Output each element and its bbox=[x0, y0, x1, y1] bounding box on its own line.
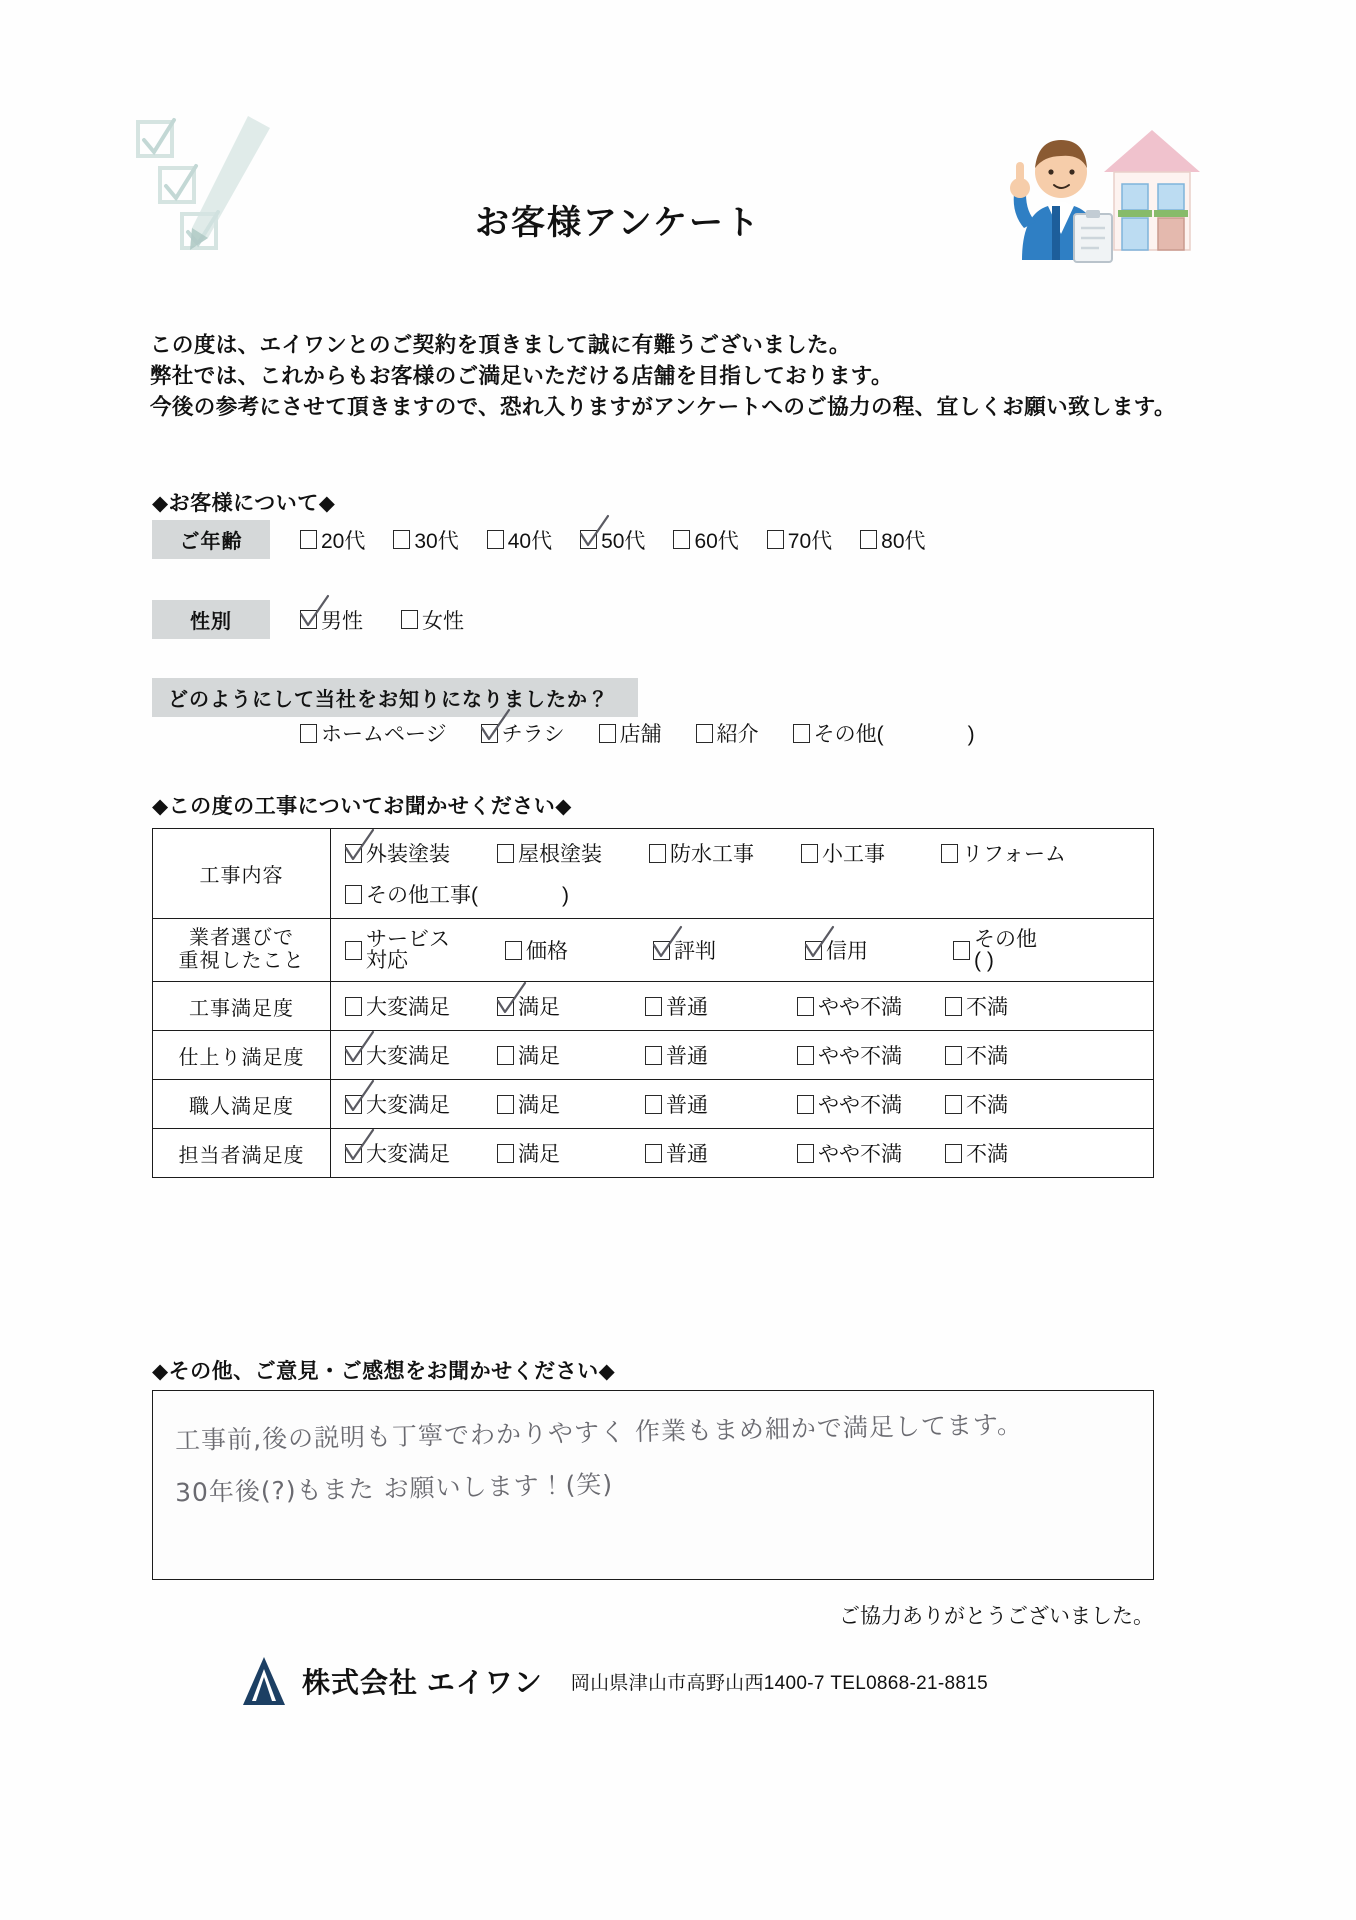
how-known-option-0[interactable] bbox=[300, 718, 447, 748]
checkbox-icon[interactable] bbox=[860, 530, 877, 549]
row4-option-label: 大変満足 bbox=[366, 1094, 450, 1117]
row2-option-label: 普通 bbox=[666, 996, 708, 1019]
how-known-option-label: 店舗 bbox=[619, 723, 662, 746]
table-row bbox=[153, 1129, 1154, 1178]
row2-option-1[interactable] bbox=[497, 991, 645, 1021]
checkbox-checked-icon[interactable] bbox=[497, 997, 514, 1016]
company-address: 岡山県津山市高野山西1400-7 TEL0868-21-8815 bbox=[570, 1672, 988, 1694]
option-line bbox=[345, 838, 1143, 868]
row5-option-1[interactable] bbox=[497, 1138, 645, 1168]
company-name: 株式会社 エイワン bbox=[302, 1667, 543, 1698]
row4-option-4[interactable] bbox=[945, 1089, 1008, 1119]
row3-option-label: 満足 bbox=[518, 1045, 560, 1068]
row2-option-0[interactable] bbox=[345, 991, 497, 1021]
row4-option-label: やや不満 bbox=[818, 1094, 902, 1117]
checkbox-icon[interactable] bbox=[497, 1046, 514, 1065]
option-line bbox=[345, 1138, 1143, 1168]
row4-option-0[interactable] bbox=[345, 1089, 497, 1119]
row3-option-label: やや不満 bbox=[818, 1045, 902, 1068]
row4-option-1[interactable] bbox=[497, 1089, 645, 1119]
how-known-row bbox=[152, 678, 638, 717]
handwritten-comment-line-2: 30年後(?)もまた お願いします！(笑) bbox=[174, 1469, 614, 1508]
row5-option-0[interactable] bbox=[345, 1138, 497, 1168]
work-survey-table bbox=[152, 828, 1154, 1178]
how-known-option-4[interactable] bbox=[793, 718, 975, 748]
how-known-option-2[interactable] bbox=[599, 718, 662, 748]
how-known-label: どのようにして当社をお知りになりましたか？ bbox=[152, 678, 638, 717]
row2-option-3[interactable] bbox=[797, 991, 945, 1021]
row3-option-label: 普通 bbox=[666, 1045, 708, 1068]
row-options-cell bbox=[331, 1080, 1154, 1129]
intro-line-2: 弊社では、これからもお客様のご満足いただける店舗を目指しております。 bbox=[150, 364, 893, 388]
section-heading-other: ◆その他、ご意見・ご感想をお聞かせください◆ bbox=[152, 1360, 616, 1383]
checkbox-checked-icon[interactable] bbox=[345, 1144, 362, 1163]
row3-option-1[interactable] bbox=[497, 1040, 645, 1070]
checkbox-icon[interactable] bbox=[497, 1095, 514, 1114]
checkbox-icon[interactable] bbox=[767, 530, 784, 549]
checkbox-checked-icon[interactable] bbox=[653, 941, 670, 960]
row-header: 職人満足度 bbox=[153, 1080, 331, 1129]
row5-option-4[interactable] bbox=[945, 1138, 1008, 1168]
row2-option-label: 不満 bbox=[966, 996, 1008, 1019]
checkbox-icon[interactable] bbox=[797, 1046, 814, 1065]
row0-option-label: 防水工事 bbox=[670, 843, 754, 866]
checkbox-icon[interactable] bbox=[797, 1144, 814, 1163]
row5-option-label: やや不満 bbox=[818, 1143, 902, 1166]
checkbox-checked-icon[interactable] bbox=[481, 724, 498, 743]
row5-option-2[interactable] bbox=[645, 1138, 797, 1168]
eiwan-logo-icon bbox=[240, 1655, 288, 1707]
checkbox-icon[interactable] bbox=[300, 724, 317, 743]
table-row bbox=[153, 919, 1154, 982]
age-option-label: 80代 bbox=[881, 529, 926, 553]
row1-option-label: 信用 bbox=[826, 940, 868, 963]
age-options bbox=[300, 525, 954, 555]
checkbox-checked-icon[interactable] bbox=[345, 1046, 362, 1065]
checkbox-checked-icon[interactable] bbox=[580, 530, 597, 549]
row5-option-label: 大変満足 bbox=[366, 1143, 450, 1166]
page-title: お客様アンケート bbox=[475, 204, 761, 242]
row0-b-option-0[interactable] bbox=[345, 879, 569, 909]
table-row bbox=[153, 1031, 1154, 1080]
option-line bbox=[345, 1040, 1143, 1070]
row-options-cell bbox=[331, 1031, 1154, 1080]
row1-option-label: サービス 対応 bbox=[366, 928, 450, 972]
row1-option-2[interactable] bbox=[653, 935, 805, 965]
row2-option-label: やや不満 bbox=[818, 996, 902, 1019]
thanks-text: ご協力ありがとうございました。 bbox=[839, 1605, 1154, 1628]
row-header: 仕上り満足度 bbox=[153, 1031, 331, 1080]
handwritten-comment-line-1: 工事前,後の説明も丁寧でわかりやすく 作業もまめ細かで満足してます。 bbox=[174, 1409, 1024, 1456]
row1-option-0[interactable] bbox=[345, 929, 505, 971]
row-options-cell bbox=[331, 982, 1154, 1031]
age-option-3[interactable] bbox=[580, 525, 645, 555]
age-option-label: 30代 bbox=[414, 529, 459, 553]
row5-option-label: 満足 bbox=[518, 1143, 560, 1166]
checkbox-icon[interactable] bbox=[599, 724, 616, 743]
free-comment-box[interactable] bbox=[152, 1390, 1154, 1580]
checkbox-icon[interactable] bbox=[801, 844, 818, 863]
checkbox-icon[interactable] bbox=[401, 610, 418, 629]
how-known-option-label: ホームページ bbox=[321, 723, 447, 746]
row4-option-label: 満足 bbox=[518, 1094, 560, 1117]
table-row bbox=[153, 1080, 1154, 1129]
checkbox-icon[interactable] bbox=[945, 1046, 962, 1065]
checkbox-icon[interactable] bbox=[345, 997, 362, 1016]
gender-option-label: 女性 bbox=[422, 609, 464, 633]
row1-option-label: 評判 bbox=[674, 940, 716, 963]
age-option-label: 70代 bbox=[787, 529, 833, 553]
checkbox-icon[interactable] bbox=[793, 724, 810, 743]
gender-options bbox=[300, 605, 502, 635]
row2-option-label: 満足 bbox=[518, 996, 560, 1019]
age-option-label: 20代 bbox=[321, 529, 366, 553]
row3-option-4[interactable] bbox=[945, 1040, 1008, 1070]
row0-option-2[interactable] bbox=[649, 838, 801, 868]
how-known-options bbox=[300, 718, 1009, 748]
age-option-0[interactable] bbox=[300, 525, 365, 555]
checkbox-checked-icon[interactable] bbox=[345, 844, 362, 863]
intro-line-3: 今後の参考にさせて頂きますので、恐れ入りますがアンケートへのご協力の程、宜しくお願い致します。 bbox=[150, 395, 1176, 419]
checkbox-icon[interactable] bbox=[945, 1095, 962, 1114]
checkbox-icon[interactable] bbox=[497, 1144, 514, 1163]
how-known-option-label: チラシ bbox=[501, 723, 565, 746]
how-known-option-1[interactable] bbox=[481, 718, 565, 748]
checkbox-icon[interactable] bbox=[487, 530, 504, 549]
row5-option-label: 普通 bbox=[666, 1143, 708, 1166]
row-header: 工事内容 bbox=[153, 829, 331, 919]
gender-option-1[interactable] bbox=[401, 605, 464, 635]
footer bbox=[240, 1655, 988, 1707]
row3-option-label: 大変満足 bbox=[366, 1045, 450, 1068]
row4-option-2[interactable] bbox=[645, 1089, 797, 1119]
row3-option-3[interactable] bbox=[797, 1040, 945, 1070]
age-option-5[interactable] bbox=[767, 525, 832, 555]
age-label: ご年齢 bbox=[152, 520, 270, 559]
age-option-label: 60代 bbox=[694, 529, 739, 553]
checkbox-icon[interactable] bbox=[393, 530, 410, 549]
age-option-1[interactable] bbox=[393, 525, 458, 555]
table-row bbox=[153, 982, 1154, 1031]
how-known-option-label: 紹介 bbox=[716, 723, 759, 746]
row0-option-0[interactable] bbox=[345, 838, 497, 868]
checkbox-checked-icon[interactable] bbox=[345, 1095, 362, 1114]
row3-option-2[interactable] bbox=[645, 1040, 797, 1070]
row0-option-label: 小工事 bbox=[822, 843, 885, 866]
checkbox-icon[interactable] bbox=[945, 1144, 962, 1163]
table-row bbox=[153, 829, 1154, 919]
row-options-cell bbox=[331, 829, 1154, 919]
intro-line-1: この度は、エイワンとのご契約を頂きまして誠に有難うございました。 bbox=[150, 333, 851, 357]
checkbox-icon[interactable] bbox=[645, 1046, 662, 1065]
section-heading-customer: ◆お客様について◆ bbox=[152, 492, 336, 515]
checkbox-icon[interactable] bbox=[696, 724, 713, 743]
row0-b-option-label: その他工事( ) bbox=[366, 884, 569, 907]
checkbox-icon[interactable] bbox=[345, 885, 362, 904]
row0-option-label: 外装塗装 bbox=[366, 843, 450, 866]
row0-option-label: リフォーム bbox=[962, 843, 1066, 866]
checkbox-icon[interactable] bbox=[953, 941, 970, 960]
gender-row bbox=[152, 600, 502, 639]
row-header: 業者選びで 重視したこと bbox=[153, 919, 331, 982]
option-line bbox=[345, 929, 1143, 971]
checkbox-checked-icon[interactable] bbox=[805, 941, 822, 960]
row1-option-label: その他 ( ) bbox=[974, 928, 1037, 972]
age-option-2[interactable] bbox=[487, 525, 552, 555]
row3-option-0[interactable] bbox=[345, 1040, 497, 1070]
age-option-4[interactable] bbox=[673, 525, 738, 555]
row-options-cell bbox=[331, 919, 1154, 982]
gender-label: 性別 bbox=[152, 600, 270, 639]
row4-option-label: 普通 bbox=[666, 1094, 708, 1117]
age-row bbox=[152, 520, 954, 559]
row-options-cell bbox=[331, 1129, 1154, 1178]
row2-option-2[interactable] bbox=[645, 991, 797, 1021]
checkbox-icon[interactable] bbox=[645, 1144, 662, 1163]
section-heading-work: ◆この度の工事についてお聞かせください◆ bbox=[152, 795, 572, 818]
row4-option-label: 不満 bbox=[966, 1094, 1008, 1117]
how-known-option-label: その他( ) bbox=[813, 723, 975, 746]
row-header: 工事満足度 bbox=[153, 982, 331, 1031]
intro-paragraph bbox=[150, 330, 1210, 423]
row0-option-4[interactable] bbox=[941, 838, 1066, 868]
row0-option-1[interactable] bbox=[497, 838, 649, 868]
checkbox-icon[interactable] bbox=[797, 997, 814, 1016]
checkbox-icon[interactable] bbox=[649, 844, 666, 863]
row1-option-3[interactable] bbox=[805, 935, 953, 965]
option-line bbox=[345, 879, 1143, 909]
option-line bbox=[345, 1089, 1143, 1119]
row4-option-3[interactable] bbox=[797, 1089, 945, 1119]
age-option-6[interactable] bbox=[860, 525, 925, 555]
checkbox-icon[interactable] bbox=[797, 1095, 814, 1114]
row2-option-4[interactable] bbox=[945, 991, 1008, 1021]
row5-option-3[interactable] bbox=[797, 1138, 945, 1168]
checkbox-icon[interactable] bbox=[645, 997, 662, 1016]
gender-option-label: 男性 bbox=[321, 609, 363, 633]
option-line bbox=[345, 991, 1143, 1021]
checkbox-icon[interactable] bbox=[300, 530, 317, 549]
row0-option-label: 屋根塗装 bbox=[518, 843, 602, 866]
checkbox-icon[interactable] bbox=[345, 941, 362, 960]
row-header: 担当者満足度 bbox=[153, 1129, 331, 1178]
checkbox-icon[interactable] bbox=[497, 844, 514, 863]
checkbox-icon[interactable] bbox=[945, 997, 962, 1016]
checkbox-icon[interactable] bbox=[505, 941, 522, 960]
checkbox-icon[interactable] bbox=[673, 530, 690, 549]
row2-option-label: 大変満足 bbox=[366, 996, 450, 1019]
row5-option-label: 不満 bbox=[966, 1143, 1008, 1166]
row1-option-label: 価格 bbox=[526, 940, 568, 963]
row1-option-1[interactable] bbox=[505, 935, 653, 965]
checkbox-icon[interactable] bbox=[941, 844, 958, 863]
gender-option-0[interactable] bbox=[300, 605, 363, 635]
row1-option-4[interactable] bbox=[953, 929, 1037, 971]
row0-option-3[interactable] bbox=[801, 838, 941, 868]
row3-option-label: 不満 bbox=[966, 1045, 1008, 1068]
age-option-label: 40代 bbox=[507, 529, 553, 553]
checkbox-icon[interactable] bbox=[645, 1095, 662, 1114]
how-known-option-3[interactable] bbox=[696, 718, 759, 748]
checkbox-checked-icon[interactable] bbox=[300, 610, 317, 629]
salesman-house-illustration bbox=[986, 110, 1216, 270]
age-option-label: 50代 bbox=[601, 529, 646, 553]
